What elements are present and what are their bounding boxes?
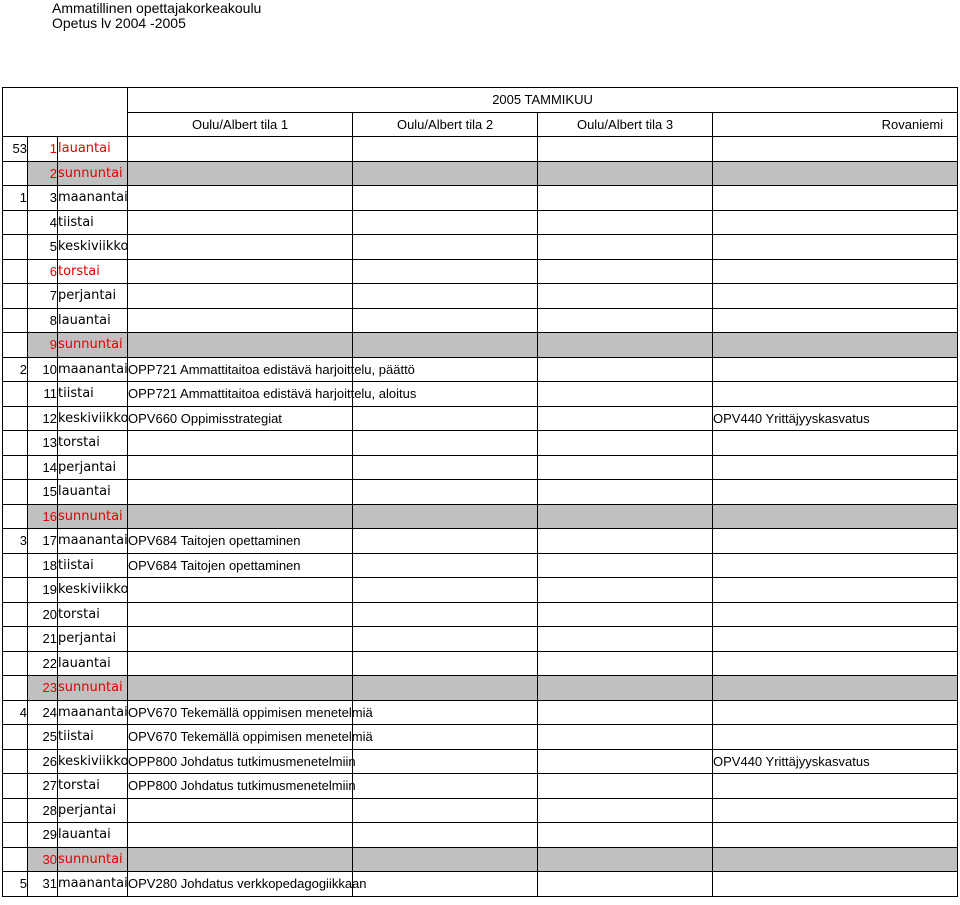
- event-location-3: [538, 823, 713, 848]
- day-number: 27: [28, 774, 58, 799]
- day-row: [3, 186, 958, 211]
- schedule-table: [2, 87, 958, 897]
- event-location-3: [538, 651, 713, 676]
- term-label: Opetus lv 2004 -2005: [52, 15, 186, 31]
- event-location-4: [713, 357, 958, 382]
- event-location-3: [538, 602, 713, 627]
- event-location-2: [353, 578, 538, 603]
- day-name: lauantai: [58, 480, 128, 505]
- day-row: [3, 529, 958, 554]
- event-location-3: [538, 553, 713, 578]
- event-location-2: [353, 406, 538, 431]
- day-row: [3, 700, 958, 725]
- day-row: [3, 431, 958, 456]
- event-location-2: [353, 504, 538, 529]
- event-location-1: [128, 676, 353, 701]
- event-location-3: [538, 455, 713, 480]
- event-location-1: [128, 161, 353, 186]
- week-number: 2: [3, 357, 28, 382]
- event-location-3: [538, 700, 713, 725]
- day-number: 30: [28, 847, 58, 872]
- day-name: torstai: [58, 774, 128, 799]
- week-number: [3, 259, 28, 284]
- day-row: [3, 382, 958, 407]
- event-location-1: [128, 578, 353, 603]
- event-location-4: [713, 627, 958, 652]
- event-location-4: [713, 823, 958, 848]
- event-location-3: [538, 847, 713, 872]
- day-name: lauantai: [58, 651, 128, 676]
- event-location-3: [538, 480, 713, 505]
- day-number: 5: [28, 235, 58, 260]
- day-row: [3, 553, 958, 578]
- event-location-4: [713, 529, 958, 554]
- event-location-1: OPP721 Ammattitaitoa edistävä harjoittelu, aloitus: [128, 382, 353, 407]
- event-location-1: [128, 235, 353, 260]
- week-number: [3, 774, 28, 799]
- event-location-2: [353, 161, 538, 186]
- event-location-4: [713, 455, 958, 480]
- week-number: [3, 504, 28, 529]
- day-number: 15: [28, 480, 58, 505]
- event-location-4: [713, 798, 958, 823]
- event-location-2: [353, 627, 538, 652]
- day-number: 31: [28, 872, 58, 897]
- event-location-2: [353, 823, 538, 848]
- event-location-3: [538, 186, 713, 211]
- event-location-4: [713, 725, 958, 750]
- event-location-3: [538, 284, 713, 309]
- day-row: [3, 137, 958, 162]
- event-location-2: [353, 186, 538, 211]
- day-name: sunnuntai: [58, 161, 128, 186]
- day-name: sunnuntai: [58, 333, 128, 358]
- event-location-1: [128, 798, 353, 823]
- day-row: [3, 210, 958, 235]
- event-location-2: [353, 529, 538, 554]
- month-header-row: [3, 88, 958, 113]
- day-name: torstai: [58, 259, 128, 284]
- day-row: [3, 406, 958, 431]
- week-number: [3, 627, 28, 652]
- event-location-2: [353, 431, 538, 456]
- event-location-4: [713, 333, 958, 358]
- day-number: 1: [28, 137, 58, 162]
- day-number: 25: [28, 725, 58, 750]
- event-location-1: [128, 651, 353, 676]
- event-location-4: OPV440 Yrittäjyyskasvatus: [713, 749, 958, 774]
- event-location-1: [128, 455, 353, 480]
- event-location-3: [538, 259, 713, 284]
- week-number: [3, 480, 28, 505]
- week-number: [3, 676, 28, 701]
- day-row: [3, 798, 958, 823]
- day-row: [3, 357, 958, 382]
- day-name: perjantai: [58, 455, 128, 480]
- week-number: [3, 235, 28, 260]
- day-row: [3, 455, 958, 480]
- week-number: [3, 284, 28, 309]
- day-name: tiistai: [58, 725, 128, 750]
- location-header-row: [3, 112, 958, 137]
- week-number: [3, 161, 28, 186]
- event-location-1: [128, 431, 353, 456]
- event-location-4: [713, 700, 958, 725]
- event-location-1: OPV670 Tekemällä oppimisen menetelmiä: [128, 700, 353, 725]
- day-name: maanantai: [58, 872, 128, 897]
- day-name: perjantai: [58, 284, 128, 309]
- event-location-2: [353, 602, 538, 627]
- event-location-3: [538, 406, 713, 431]
- day-row: [3, 578, 958, 603]
- day-number: 28: [28, 798, 58, 823]
- week-number: [3, 308, 28, 333]
- event-location-3: [538, 627, 713, 652]
- event-location-1: [128, 333, 353, 358]
- week-number: 1: [3, 186, 28, 211]
- event-location-4: [713, 602, 958, 627]
- day-number: 6: [28, 259, 58, 284]
- event-location-3: [538, 210, 713, 235]
- event-location-4: [713, 651, 958, 676]
- day-name: maanantai: [58, 529, 128, 554]
- week-number: [3, 553, 28, 578]
- event-location-2: [353, 137, 538, 162]
- event-location-3: [538, 431, 713, 456]
- day-name: torstai: [58, 431, 128, 456]
- event-location-2: [353, 774, 538, 799]
- event-location-4: [713, 676, 958, 701]
- day-name: tiistai: [58, 210, 128, 235]
- day-name: lauantai: [58, 308, 128, 333]
- day-name: lauantai: [58, 823, 128, 848]
- event-location-3: [538, 382, 713, 407]
- event-location-3: [538, 333, 713, 358]
- day-name: perjantai: [58, 798, 128, 823]
- day-row: [3, 774, 958, 799]
- day-row: [3, 602, 958, 627]
- event-location-2: [353, 480, 538, 505]
- week-number: [3, 725, 28, 750]
- event-location-1: OPV670 Tekemällä oppimisen menetelmiä: [128, 725, 353, 750]
- event-location-3: [538, 235, 713, 260]
- day-number: 21: [28, 627, 58, 652]
- day-number: 26: [28, 749, 58, 774]
- week-number: [3, 651, 28, 676]
- event-location-2: [353, 725, 538, 750]
- day-name: maanantai: [58, 186, 128, 211]
- day-number: 29: [28, 823, 58, 848]
- day-number: 2: [28, 161, 58, 186]
- day-row: [3, 480, 958, 505]
- day-number: 18: [28, 553, 58, 578]
- day-row: [3, 823, 958, 848]
- day-row: [3, 872, 958, 897]
- day-name: keskiviikko: [58, 406, 128, 431]
- day-row: [3, 259, 958, 284]
- day-name: keskiviikko: [58, 235, 128, 260]
- event-location-3: [538, 578, 713, 603]
- day-number: 20: [28, 602, 58, 627]
- day-number: 13: [28, 431, 58, 456]
- event-location-3: [538, 725, 713, 750]
- event-location-2: [353, 700, 538, 725]
- event-location-1: OPV280 Johdatus verkkopedagogiikkaan: [128, 872, 353, 897]
- day-name: tiistai: [58, 382, 128, 407]
- week-number: [3, 210, 28, 235]
- event-location-4: [713, 161, 958, 186]
- week-number: [3, 823, 28, 848]
- day-row: [3, 749, 958, 774]
- event-location-4: [713, 259, 958, 284]
- day-row: [3, 333, 958, 358]
- event-location-1: [128, 308, 353, 333]
- day-number: 11: [28, 382, 58, 407]
- day-number: 14: [28, 455, 58, 480]
- week-number: 3: [3, 529, 28, 554]
- event-location-4: [713, 210, 958, 235]
- event-location-2: [353, 333, 538, 358]
- event-location-1: [128, 627, 353, 652]
- event-location-1: OPV660 Oppimisstrategiat: [128, 406, 353, 431]
- day-row: [3, 725, 958, 750]
- event-location-1: OPP721 Ammattitaitoa edistävä harjoittelu, päättö: [128, 357, 353, 382]
- event-location-2: [353, 749, 538, 774]
- event-location-2: [353, 284, 538, 309]
- week-number: [3, 431, 28, 456]
- event-location-4: OPV440 Yrittäjyyskasvatus: [713, 406, 958, 431]
- day-row: [3, 308, 958, 333]
- event-location-4: [713, 431, 958, 456]
- event-location-3: [538, 676, 713, 701]
- event-location-4: [713, 137, 958, 162]
- week-number: [3, 602, 28, 627]
- event-location-4: [713, 774, 958, 799]
- event-location-3: [538, 137, 713, 162]
- event-location-3: [538, 308, 713, 333]
- event-location-3: [538, 872, 713, 897]
- event-location-2: [353, 455, 538, 480]
- week-number: [3, 578, 28, 603]
- day-name: keskiviikko: [58, 749, 128, 774]
- week-number: 5: [3, 872, 28, 897]
- day-name: keskiviikko: [58, 578, 128, 603]
- day-row: [3, 235, 958, 260]
- day-row: [3, 627, 958, 652]
- event-location-2: [353, 235, 538, 260]
- week-number: [3, 798, 28, 823]
- event-location-1: OPV684 Taitojen opettaminen: [128, 553, 353, 578]
- event-location-4: [713, 553, 958, 578]
- week-number: [3, 847, 28, 872]
- week-number: [3, 382, 28, 407]
- day-name: lauantai: [58, 137, 128, 162]
- day-row: [3, 847, 958, 872]
- location-header: Oulu/Albert tila 1: [128, 112, 353, 137]
- week-number: 4: [3, 700, 28, 725]
- day-number: 8: [28, 308, 58, 333]
- week-number: 53: [3, 137, 28, 162]
- day-number: 22: [28, 651, 58, 676]
- event-location-2: [353, 259, 538, 284]
- event-location-1: OPP800 Johdatus tutkimusmenetelmiin: [128, 774, 353, 799]
- day-name: torstai: [58, 602, 128, 627]
- event-location-3: [538, 529, 713, 554]
- event-location-4: [713, 308, 958, 333]
- event-location-2: [353, 308, 538, 333]
- event-location-4: [713, 235, 958, 260]
- week-number: [3, 749, 28, 774]
- event-location-2: [353, 651, 538, 676]
- location-header: Oulu/Albert tila 3: [538, 112, 713, 137]
- day-number: 4: [28, 210, 58, 235]
- event-location-3: [538, 749, 713, 774]
- day-number: 12: [28, 406, 58, 431]
- day-number: 9: [28, 333, 58, 358]
- event-location-2: [353, 210, 538, 235]
- event-location-3: [538, 161, 713, 186]
- event-location-1: [128, 480, 353, 505]
- event-location-4: [713, 504, 958, 529]
- event-location-4: [713, 186, 958, 211]
- event-location-4: [713, 382, 958, 407]
- event-location-2: [353, 676, 538, 701]
- location-header: Rovaniemi: [713, 112, 958, 137]
- event-location-1: OPV684 Taitojen opettaminen: [128, 529, 353, 554]
- week-number: [3, 455, 28, 480]
- day-number: 3: [28, 186, 58, 211]
- day-number: 23: [28, 676, 58, 701]
- event-location-3: [538, 504, 713, 529]
- day-row: [3, 676, 958, 701]
- event-location-1: [128, 210, 353, 235]
- day-number: 10: [28, 357, 58, 382]
- event-location-1: [128, 284, 353, 309]
- day-number: 7: [28, 284, 58, 309]
- event-location-1: OPP800 Johdatus tutkimusmenetelmiin: [128, 749, 353, 774]
- event-location-4: [713, 284, 958, 309]
- day-name: sunnuntai: [58, 847, 128, 872]
- event-location-4: [713, 872, 958, 897]
- day-number: 17: [28, 529, 58, 554]
- day-row: [3, 651, 958, 676]
- event-location-4: [713, 578, 958, 603]
- event-location-4: [713, 847, 958, 872]
- day-name: tiistai: [58, 553, 128, 578]
- event-location-1: [128, 186, 353, 211]
- event-location-1: [128, 847, 353, 872]
- month-title: 2005 TAMMIKUU: [128, 88, 958, 113]
- week-number: [3, 333, 28, 358]
- event-location-2: [353, 798, 538, 823]
- day-name: maanantai: [58, 357, 128, 382]
- day-name: maanantai: [58, 700, 128, 725]
- event-location-1: [128, 259, 353, 284]
- day-name: perjantai: [58, 627, 128, 652]
- day-number: 16: [28, 504, 58, 529]
- event-location-4: [713, 480, 958, 505]
- organization-name: Ammatillinen opettajakorkeakoulu: [52, 0, 262, 16]
- day-name: sunnuntai: [58, 504, 128, 529]
- week-number: [3, 406, 28, 431]
- day-name: sunnuntai: [58, 676, 128, 701]
- event-location-1: [128, 504, 353, 529]
- event-location-1: [128, 137, 353, 162]
- event-location-1: [128, 823, 353, 848]
- day-row: [3, 504, 958, 529]
- day-row: [3, 284, 958, 309]
- event-location-2: [353, 847, 538, 872]
- event-location-2: [353, 553, 538, 578]
- event-location-2: [353, 872, 538, 897]
- day-row: [3, 161, 958, 186]
- event-location-3: [538, 357, 713, 382]
- day-number: 19: [28, 578, 58, 603]
- day-number: 24: [28, 700, 58, 725]
- location-header: Oulu/Albert tila 2: [353, 112, 538, 137]
- event-location-3: [538, 774, 713, 799]
- event-location-1: [128, 602, 353, 627]
- event-location-3: [538, 798, 713, 823]
